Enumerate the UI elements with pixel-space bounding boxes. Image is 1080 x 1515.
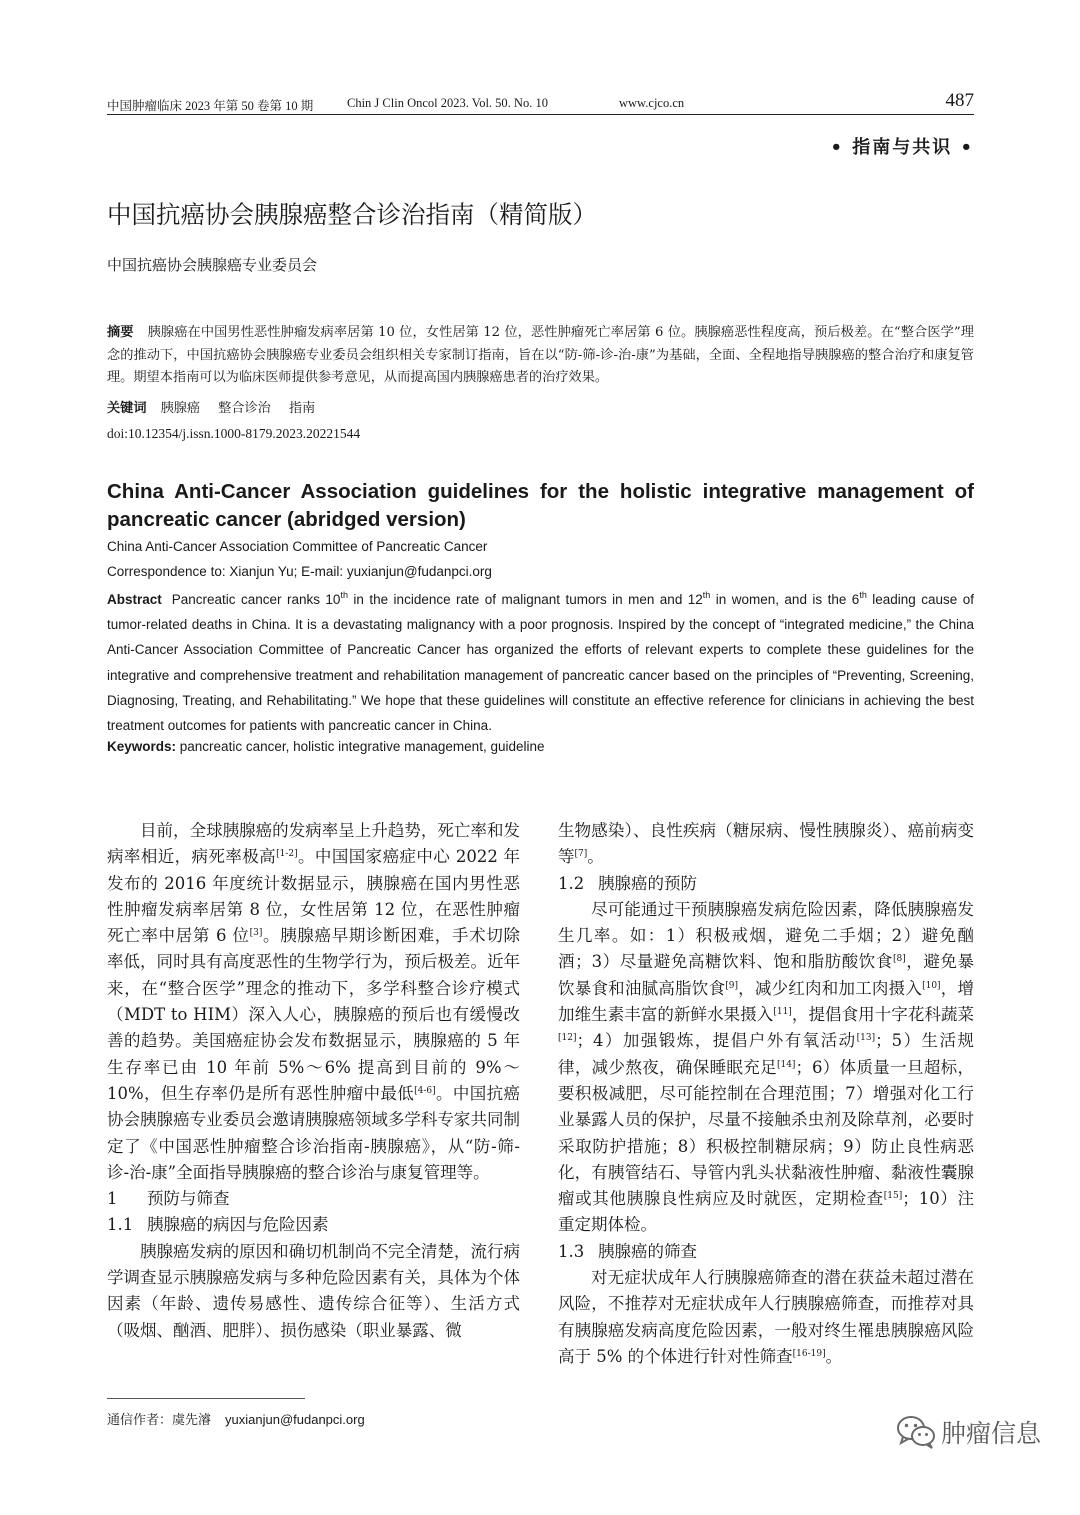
body-text: 。胰腺癌早期诊断困难，手术切除率低，同时具有高度恶性的生物学行为，预后极差。近年来，在“整合医学”理念的推动下，多学科整合诊疗模式（MDT to HIM）深入人心，胰腺癌的预后也有缓慢改善的趋势。美国癌症协会发布数据显示，胰腺癌的 5 年生存率已由 10 年前 5%～6% 提高到目前的 9%～10%，但生存率仍是所有恶性肿瘤中最低	[107, 926, 521, 1103]
keywords-en-text: pancreatic cancer, holistic integrative management, guideline	[176, 739, 545, 754]
abstract-en-text: in the incidence rate of malignant tumors in men and 12	[347, 592, 703, 607]
section-heading-1-3	[558, 1239, 974, 1265]
body-text: ；5）生活规律，减少熬夜，确保睡眠充足	[558, 1031, 975, 1077]
heading-text: 胰腺癌的病因与危险因素	[147, 1215, 329, 1235]
keyword-cn: 指南	[288, 401, 316, 416]
abstract-cn	[107, 322, 974, 390]
keywords-cn	[107, 398, 974, 421]
author-cn: 中国抗癌协会胰腺癌专业委员会	[107, 256, 318, 274]
body-column-right	[558, 818, 974, 1370]
article-title-en: China Anti-Cancer Association guidelines for the holistic integrative management of pancreatic cancer (abridged version)	[107, 480, 974, 531]
heading-number: 1.1	[107, 1215, 134, 1235]
body-text: ，减少红肉和加工肉摄入	[737, 978, 923, 998]
keywords-en	[107, 739, 545, 754]
body-text: ，避免暴饮暴食和油腻高脂饮食	[558, 952, 975, 998]
body-text: ；6）体质量一旦超标，要积极减肥，尽可能控制在合理范围；7）增强对化工行业暴露人员的保护，尽量不接触杀虫剂及除草剂，必要时采取防护措施；8）积极控制糖尿病；9）防止良性病恶化，有胰管结石、导管内乳头状黏液性肿瘤、黏液性囊腺瘤或其他胰腺良性病应及时就医，定期检查	[558, 1057, 975, 1209]
section-heading-1	[107, 1186, 520, 1212]
body-text: 。中国国家癌症中心 2022 年发布的 2016 年度统计数据显示，胰腺癌在国内男性恶性肿瘤发病率居第 8 位，女性居第 12 位，在恶性肿瘤死亡率中居第 6 位	[107, 847, 520, 946]
citation[interactable]: [3]	[249, 928, 263, 939]
citation[interactable]: [12]	[558, 1033, 577, 1044]
ordinal-sup: th	[702, 590, 711, 600]
body-text: 。	[587, 847, 604, 867]
body-text: 尽可能通过干预胰腺癌发病危险因素，降低胰腺癌发生几率。如：1）积极戒烟，避免二手烟；2）避免酗酒；3）尽量避免高糖饮料、饱和脂肪酸饮食	[558, 899, 974, 972]
ordinal-sup: th	[340, 590, 348, 600]
body-column-left	[107, 818, 520, 1344]
abstract-en	[107, 587, 974, 738]
affiliation-en: China Anti-Cancer Association Committee of Pancreatic Cancer	[107, 539, 488, 554]
body-text: ；10）注重定期体检。	[558, 1189, 975, 1235]
page-number: 487	[945, 90, 974, 111]
paragraph-1-1: 胰腺癌发病的原因和确切机制尚不完全清楚，流行病学调查显示胰腺癌发病与多种危险因素有关，具体为个体因素（年龄、遗传易感性、遗传综合征等）、生活方式（吸烟、酗酒、肥胖）、损伤感染（职业暴露、微	[107, 1241, 520, 1340]
citation[interactable]: [8]	[892, 954, 906, 965]
heading-number: 1.3	[558, 1241, 585, 1261]
paragraph-continued	[558, 818, 974, 871]
body-text: ；4）加强锻炼，提倡户外有氧活动	[576, 1031, 857, 1051]
running-header	[107, 90, 974, 114]
abstract-en-text: Pancreatic cancer ranks 10	[171, 592, 341, 607]
citation[interactable]: [15]	[883, 1191, 903, 1202]
heading-text: 预防与筛查	[147, 1189, 230, 1209]
journal-name-en: Chin J Clin Oncol 2023. Vol. 50. No. 10	[347, 96, 548, 110]
citation[interactable]: [9]	[725, 980, 738, 991]
body-text: 。	[825, 1346, 843, 1366]
body-text: 目前，全球胰腺癌的发病率呈上升趋势，死亡率和发病率相近，病死率极高	[107, 821, 520, 867]
header-rule	[107, 114, 974, 115]
footnote-rule	[107, 1398, 305, 1399]
paragraph-1-2	[558, 897, 974, 1239]
section-tag: • 指南与共识 •	[830, 137, 974, 158]
abstract-en-text: in women, and is the 6	[710, 592, 860, 607]
section-heading-1-1	[107, 1212, 520, 1238]
citation[interactable]: [14]	[776, 1059, 796, 1070]
citation[interactable]: [4-6]	[414, 1085, 436, 1096]
citation[interactable]: [7]	[574, 849, 588, 860]
heading-text: 胰腺癌的预防	[598, 873, 697, 893]
keyword-cn: 胰腺癌	[160, 401, 201, 416]
abstract-en-text: leading cause of tumor-related deaths in China. It is a devastating malignancy with a poor prognosis. Inspired by the concept of “integrated medicine,” the China Anti-Cancer Association Committee of Pancreatic Cancer has organized the efforts of relevant experts to complete these guidelines for the integrative and comprehensive treatment and rehabilitation management of pancreatic cancer based on the principles of “Preventing, Screening, Diagnosing, Treating, and Rehabilitating.” We hope that these guidelines will constitute an effective reference for clinicians in achieving the best treatment outcomes for patients with pancreatic cancer in China.	[107, 592, 974, 734]
section-heading-1-2	[558, 871, 974, 897]
body-text: ，提倡食用十字花科蔬菜	[791, 1005, 975, 1025]
body-text: ，增加维生素丰富的新鲜水果摄入	[558, 978, 975, 1025]
keywords-cn-label: 关键词	[107, 401, 147, 416]
footnote-label: 通信作者：虞先濬	[107, 1413, 212, 1428]
abstract-cn-label: 摘要	[107, 325, 134, 340]
keywords-en-label: Keywords:	[107, 739, 177, 754]
journal-url: www.cjco.cn	[619, 96, 685, 110]
body-text: 。中国抗癌协会胰腺癌专业委员会邀请胰腺癌领域多学科专家共同制定了《中国恶性肿瘤整合诊治指南-胰腺癌》，从“防-筛-诊-治-康”全面指导胰腺癌的整合诊治与康复管理等。	[107, 1083, 520, 1182]
paragraph-intro	[107, 818, 520, 1186]
body-text: 生物感染）、良性疾病（糖尿病、慢性胰腺炎）、癌前病变等	[558, 821, 974, 867]
watermark-text: 肿瘤信息	[941, 1419, 1042, 1448]
corresponding-author-footnote	[107, 1409, 365, 1428]
abstract-en-label: Abstract	[107, 592, 162, 607]
heading-number: 1	[107, 1189, 118, 1209]
footnote-email[interactable]: yuxianjun@fudanpci.org	[225, 1412, 365, 1427]
article-title-cn: 中国抗癌协会胰腺癌整合诊治指南（精简版）	[107, 200, 597, 229]
journal-name-cn: 中国肿瘤临床 2023 年第 50 卷第 10 期	[107, 99, 314, 113]
citation[interactable]: [13]	[856, 1033, 876, 1044]
ordinal-sup: th	[859, 590, 867, 600]
wechat-icon	[895, 1414, 937, 1450]
citation[interactable]: [11]	[773, 1007, 792, 1018]
keyword-cn: 整合诊治	[218, 401, 271, 416]
body-text: 对无症状成年人行胰腺癌筛查的潜在获益未超过潜在风险，不推荐对无症状成年人行胰腺癌筛查，而推荐对具有胰腺癌发病高度危险因素，一般对终生罹患胰腺癌风险高于 5% 的个体进行针对性筛查	[558, 1268, 974, 1366]
heading-number: 1.2	[558, 873, 585, 893]
citation[interactable]: [10]	[922, 980, 941, 991]
doi: doi:10.12354/j.issn.1000-8179.2023.20221544	[107, 426, 361, 441]
citation[interactable]: [16-19]	[792, 1348, 826, 1359]
heading-text: 胰腺癌的筛查	[598, 1241, 697, 1261]
paragraph-1-3	[558, 1265, 974, 1370]
abstract-cn-text: 胰腺癌在中国男性恶性肿瘤发病率居第 10 位，女性居第 12 位，恶性肿瘤死亡率居第 6 位。胰腺癌恶性程度高，预后极差。在“整合医学”理念的推动下，中国抗癌协会胰腺癌专业委员会组织相关专家制订指南，旨在以“防-筛-诊-治-康”为基础，全面、全程地指导胰腺癌的整合治疗和康复管理。期望本指南可以为临床医师提供参考意见，从而提高国内胰腺癌患者的治疗效果。	[107, 325, 974, 385]
citation[interactable]: [1-2]	[276, 849, 298, 860]
correspondence-en: Correspondence to: Xianjun Yu; E-mail: yuxianjun@fudanpci.org	[107, 564, 492, 579]
